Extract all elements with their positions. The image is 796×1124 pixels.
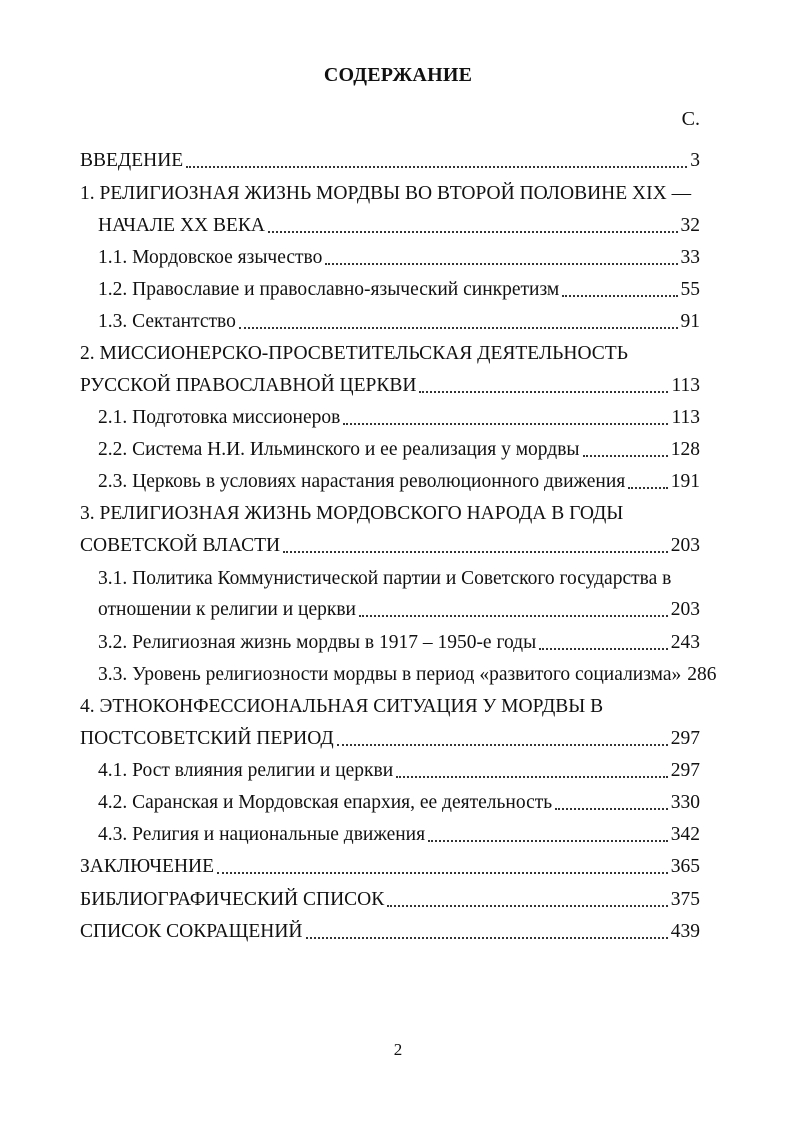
leader-dots [359, 615, 668, 617]
leader-dots [268, 231, 677, 233]
leader-dots [396, 776, 668, 778]
toc-entry[interactable] [98, 566, 700, 592]
toc-entry-page: 33 [680, 247, 700, 268]
toc-entry[interactable] [98, 309, 700, 335]
leader-dots [419, 391, 668, 393]
toc-entry-page: 91 [680, 311, 700, 332]
toc-entry-label: СОВЕТСКОЙ ВЛАСТИ [80, 535, 281, 556]
toc-entry-label: 2. МИССИОНЕРСКО-ПРОСВЕТИТЕЛЬСКАЯ ДЕЯТЕЛЬНОСТЬ [80, 343, 628, 364]
toc-entry[interactable] [80, 533, 700, 559]
toc-entry-page: 297 [670, 760, 700, 781]
toc-entry-page: 439 [670, 921, 700, 942]
toc-entry-page: 3 [690, 150, 700, 171]
toc-entry[interactable] [80, 341, 700, 367]
toc-entry-label: БИБЛИОГРАФИЧЕСКИЙ СПИСОК [80, 889, 385, 910]
toc-entry-label: 1. РЕЛИГИОЗНАЯ ЖИЗНЬ МОРДВЫ ВО ВТОРОЙ ПОЛОВИНЕ XIX — [80, 183, 692, 204]
toc-entry-label: 3.2. Религиозная жизнь мордвы в 1917 – 1950-е годы [98, 632, 537, 653]
leader-dots [555, 808, 668, 810]
toc-entry[interactable] [98, 245, 700, 271]
toc-entry-label: ЗАКЛЮЧЕНИЕ [80, 856, 215, 877]
toc-entry-label: ПОСТСОВЕТСКИЙ ПЕРИОД [80, 728, 334, 749]
toc-entry[interactable] [98, 790, 700, 816]
toc-entry[interactable] [98, 277, 700, 303]
page-column-label: С. [681, 108, 700, 130]
leader-dots [428, 840, 668, 842]
toc-entry[interactable] [98, 213, 700, 239]
leader-dots [562, 295, 677, 297]
toc-entry[interactable] [80, 854, 700, 880]
toc-entry-label: 4.1. Рост влияния религии и церкви [98, 760, 394, 781]
toc-entry-label: 3.3. Уровень религиозности мордвы в период «развитого социализма» [98, 664, 682, 685]
toc-entry-label: 1.1. Мордовское язычество [98, 247, 323, 268]
toc-entry[interactable] [80, 373, 700, 399]
toc-entry[interactable] [98, 469, 700, 495]
toc-entry-page: 330 [670, 792, 700, 813]
toc-entry-page: 203 [670, 599, 700, 620]
page-number: 2 [393, 1040, 403, 1059]
toc-entry-label: НАЧАЛЕ XX ВЕКА [98, 215, 266, 236]
toc-entry-page: 32 [680, 215, 700, 236]
toc-entry-page: 365 [670, 856, 700, 877]
toc-entry[interactable] [98, 597, 700, 623]
toc-entry-page: 243 [670, 632, 700, 653]
leader-dots [337, 744, 668, 746]
toc-entry-label: 3.1. Политика Коммунистической партии и Советского государства в [98, 568, 672, 589]
leader-dots [343, 423, 668, 425]
toc-entry[interactable] [80, 694, 700, 720]
leader-dots [628, 487, 668, 489]
leader-dots [539, 648, 668, 650]
toc-entry-page: 342 [670, 824, 700, 845]
toc-entry-label: 4. ЭТНОКОНФЕССИОНАЛЬНАЯ СИТУАЦИЯ У МОРДВЫ В [80, 696, 604, 717]
toc-entry[interactable] [98, 437, 700, 463]
toc-entry[interactable] [98, 630, 700, 656]
toc-entry-page: 203 [670, 535, 700, 556]
leader-dots [239, 327, 678, 329]
toc-entry-label: 1.2. Православие и православно-языческий синкретизм [98, 279, 560, 300]
toc-entry-label: 4.3. Религия и национальные движения [98, 824, 426, 845]
toc-entry-label: 2.2. Система Н.И. Ильминского и ее реализация у мордвы [98, 439, 580, 460]
toc-entry[interactable] [80, 501, 700, 527]
toc-entry[interactable] [98, 662, 717, 688]
toc-entry[interactable] [80, 726, 700, 752]
leader-dots [387, 905, 668, 907]
toc-entry-page: 286 [687, 664, 717, 685]
toc-entry[interactable] [98, 405, 700, 431]
toc-entry-label: 2.1. Подготовка миссионеров [98, 407, 341, 428]
toc-entry-label: 2.3. Церковь в условиях нарастания революционного движения [98, 471, 626, 492]
toc-entry-page: 128 [670, 439, 700, 460]
toc-entry[interactable] [80, 919, 700, 945]
toc-entry[interactable] [80, 887, 700, 913]
toc-entry-page: 375 [670, 889, 700, 910]
toc-entry-label: отношении к религии и церкви [98, 599, 356, 620]
toc-entry-label: 1.3. Сектантство [98, 311, 236, 332]
toc-entry[interactable] [80, 148, 700, 174]
toc-entry-page: 113 [671, 375, 700, 396]
leader-dots [325, 263, 677, 265]
toc-entry[interactable] [80, 181, 700, 207]
toc-entry[interactable] [98, 758, 700, 784]
toc-entry-label: РУССКОЙ ПРАВОСЛАВНОЙ ЦЕРКВИ [80, 375, 417, 396]
toc-entry[interactable] [98, 822, 700, 848]
toc-entry-label: ВВЕДЕНИЕ [80, 150, 184, 171]
toc-entry-label: 4.2. Саранская и Мордовская епархия, ее деятельность [98, 792, 553, 813]
toc-entry-page: 297 [670, 728, 700, 749]
leader-dots [186, 166, 687, 168]
toc-entry-page: 55 [680, 279, 700, 300]
leader-dots [306, 937, 668, 939]
toc-entry-label: 3. РЕЛИГИОЗНАЯ ЖИЗНЬ МОРДОВСКОГО НАРОДА В ГОДЫ [80, 503, 624, 524]
page-title: СОДЕРЖАНИЕ [323, 64, 473, 86]
leader-dots [583, 455, 668, 457]
toc-entry-page: 113 [671, 407, 700, 428]
leader-dots [217, 872, 668, 874]
leader-dots [283, 551, 668, 553]
toc-entry-label: СПИСОК СОКРАЩЕНИЙ [80, 921, 303, 942]
toc-entry-page: 191 [670, 471, 700, 492]
